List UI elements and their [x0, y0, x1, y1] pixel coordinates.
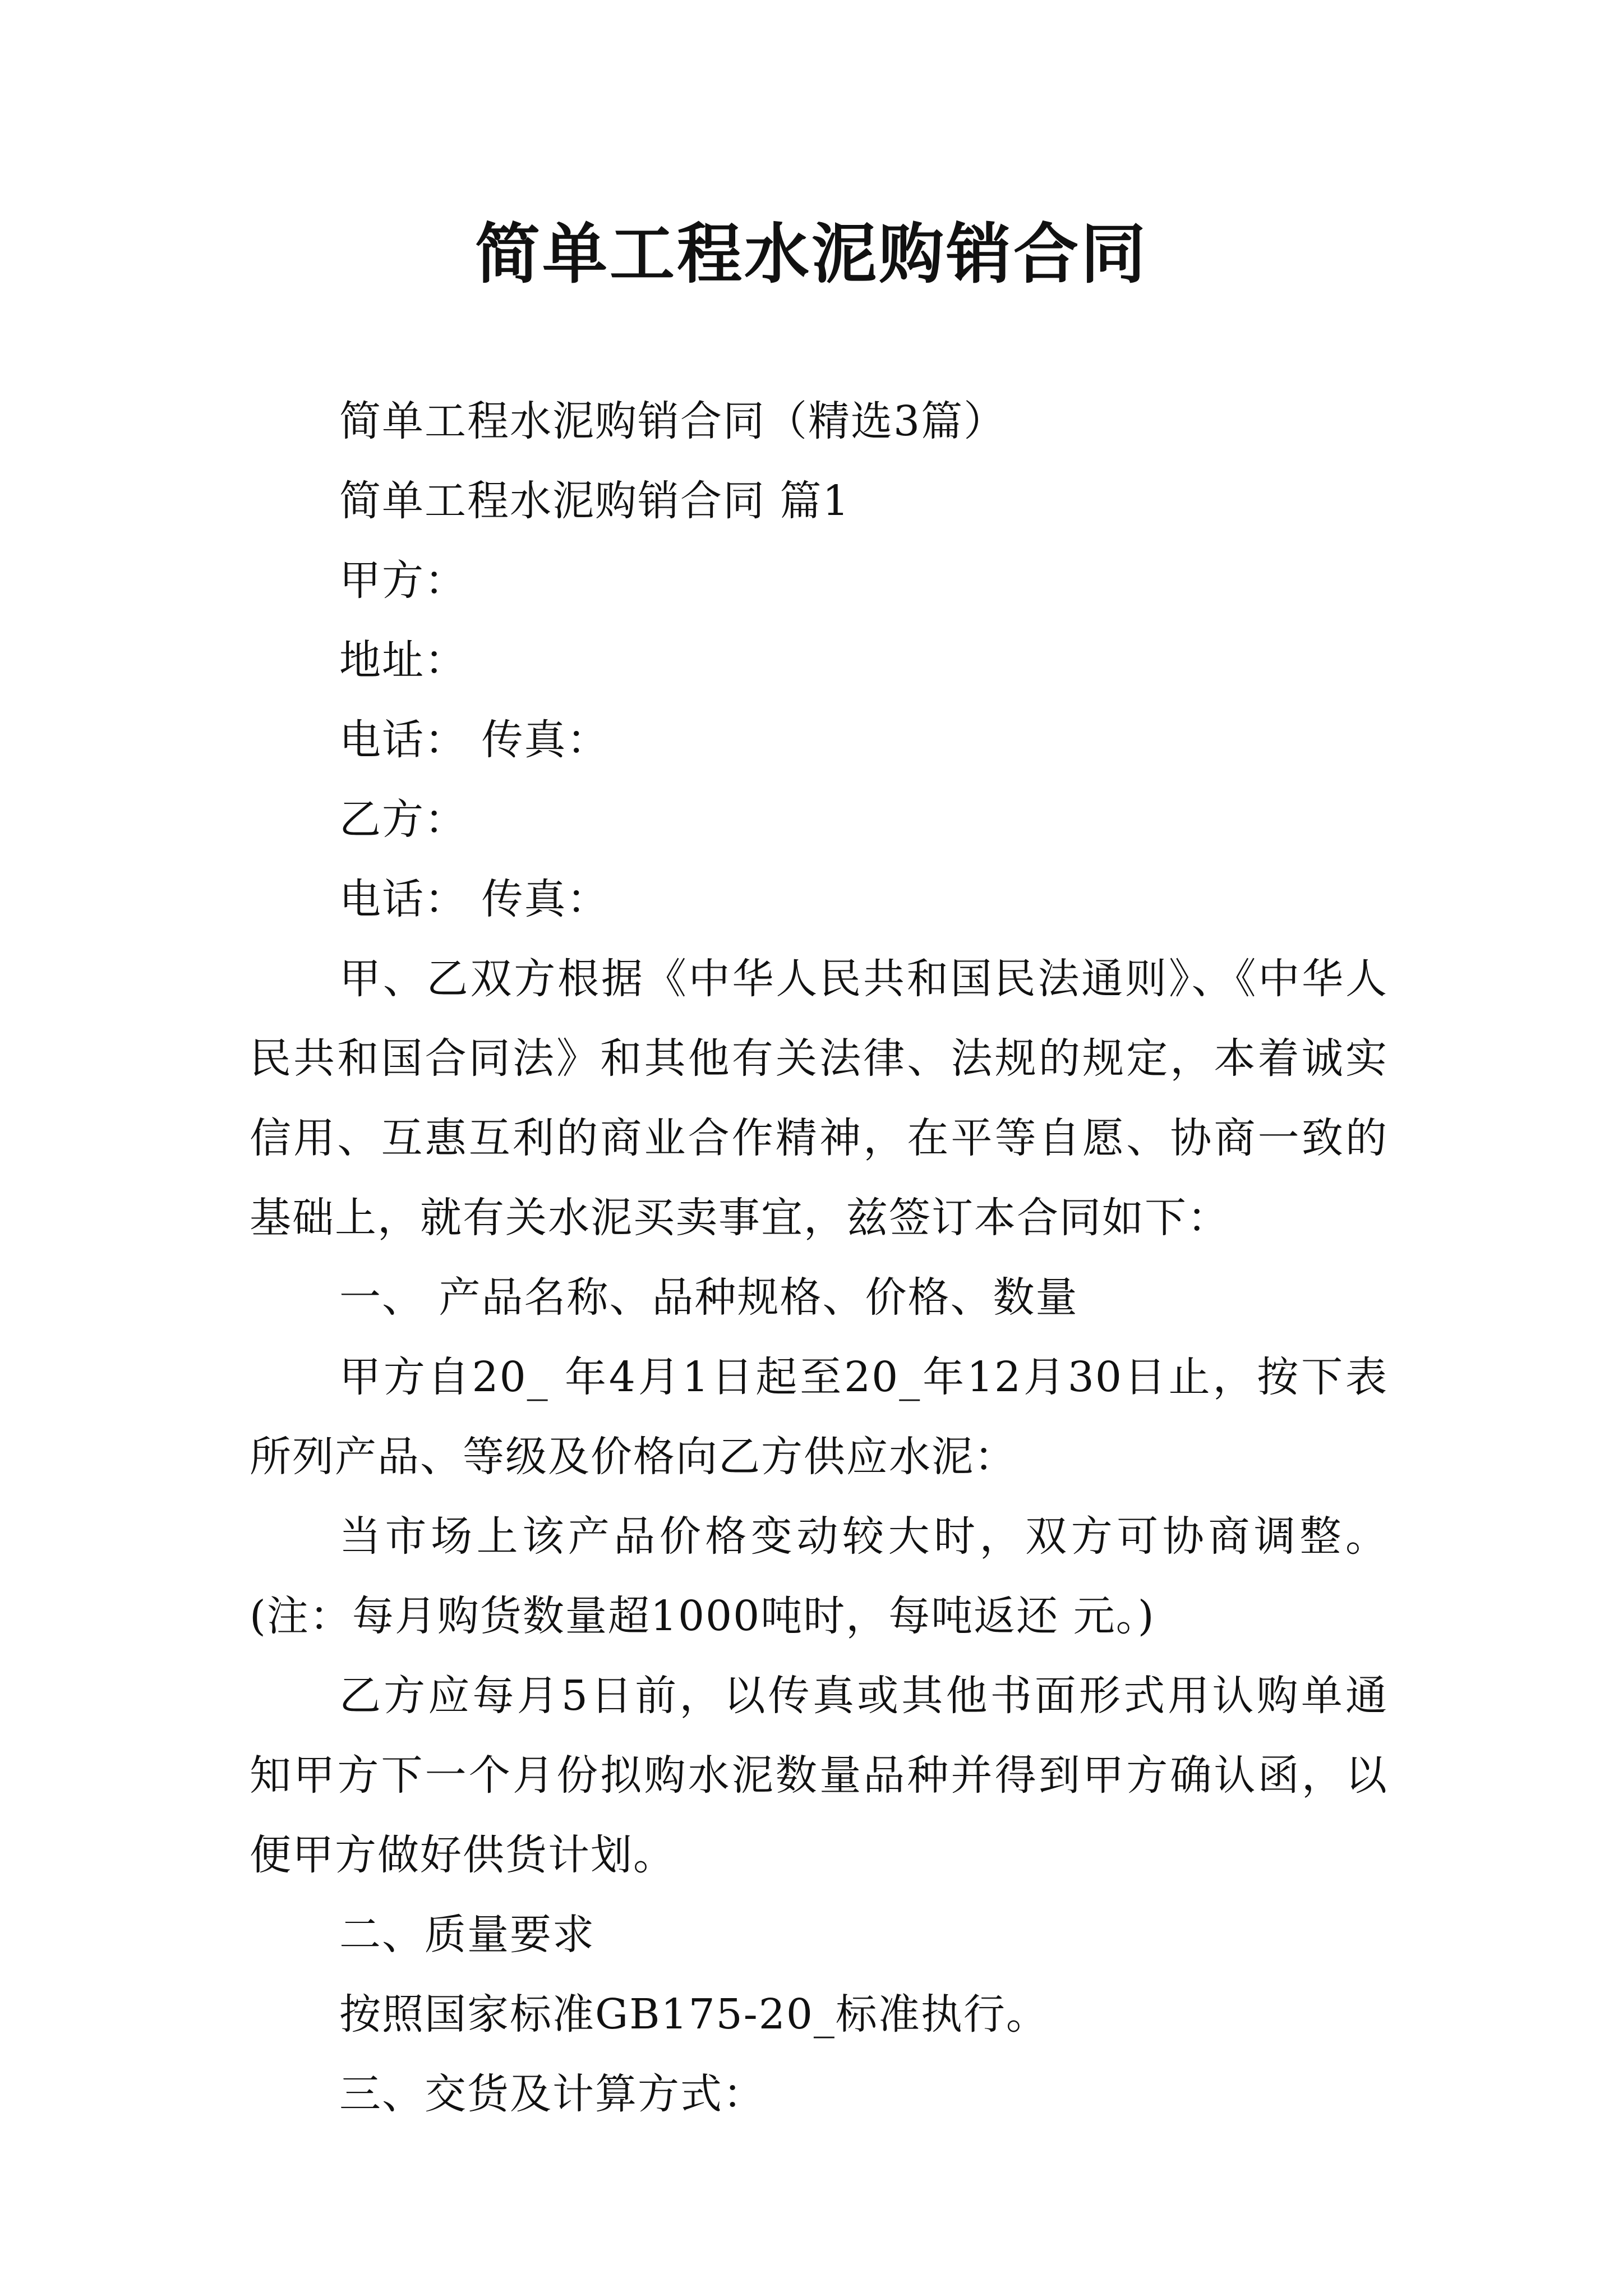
paragraph-clause-2-heading: 二、质量要求 — [339, 1911, 595, 1959]
paragraph-order-notice: 乙方应每月5日前，以传真或其他书面形式用认购单通知甲方下一个月份拟购水泥数量品种并得到甲方确认函，以便甲方做好供货计划。 — [250, 1672, 1388, 1879]
paragraph-preamble: 甲、乙双方根据《中华人民共和国民法通则》、《中华人民共和国合同法》和其他有关法律、法规的规定，本着诚实信用、互惠互利的商业合作精神，在平等自愿、协商一致的基础上，就有关水泥买卖事宜，兹签订本合同如下： — [250, 955, 1388, 1242]
document-title: 简单工程水泥购销合同 — [475, 217, 1148, 292]
document-body — [250, 381, 1388, 2134]
paragraph-phone-fax-b: 电话： 传真： — [339, 875, 610, 923]
paragraph-clause-3-heading: 三、交货及计算方式： — [339, 2070, 766, 2118]
paragraph-clause-1-heading: 一、 产品名称、品种规格、价格、数量 — [339, 1273, 1078, 1322]
paragraph-price-adjust: 当市场上该产品价格变动较大时，双方可协商调整。(注：每月购货数量超1000吨时，每吨返还 元。) — [250, 1512, 1388, 1640]
paragraph-address: 地址： — [339, 636, 467, 684]
paragraph-section-heading: 简单工程水泥购销合同 篇1 — [339, 477, 850, 525]
paragraph-standard: 按照国家标准GB175-20_标准执行。 — [339, 1990, 1049, 2039]
paragraph-subtitle: 简单工程水泥购销合同（精选3篇） — [339, 397, 1007, 445]
paragraph-supply-period: 甲方自20_ 年4月1日起至20_年12月30日止，按下表所列产品、等级及价格向乙方供应水泥： — [250, 1353, 1388, 1481]
paragraph-party-a: 甲方： — [339, 556, 467, 605]
paragraph-phone-fax-a: 电话： 传真： — [339, 716, 610, 764]
paragraph-party-b: 乙方： — [339, 795, 467, 844]
